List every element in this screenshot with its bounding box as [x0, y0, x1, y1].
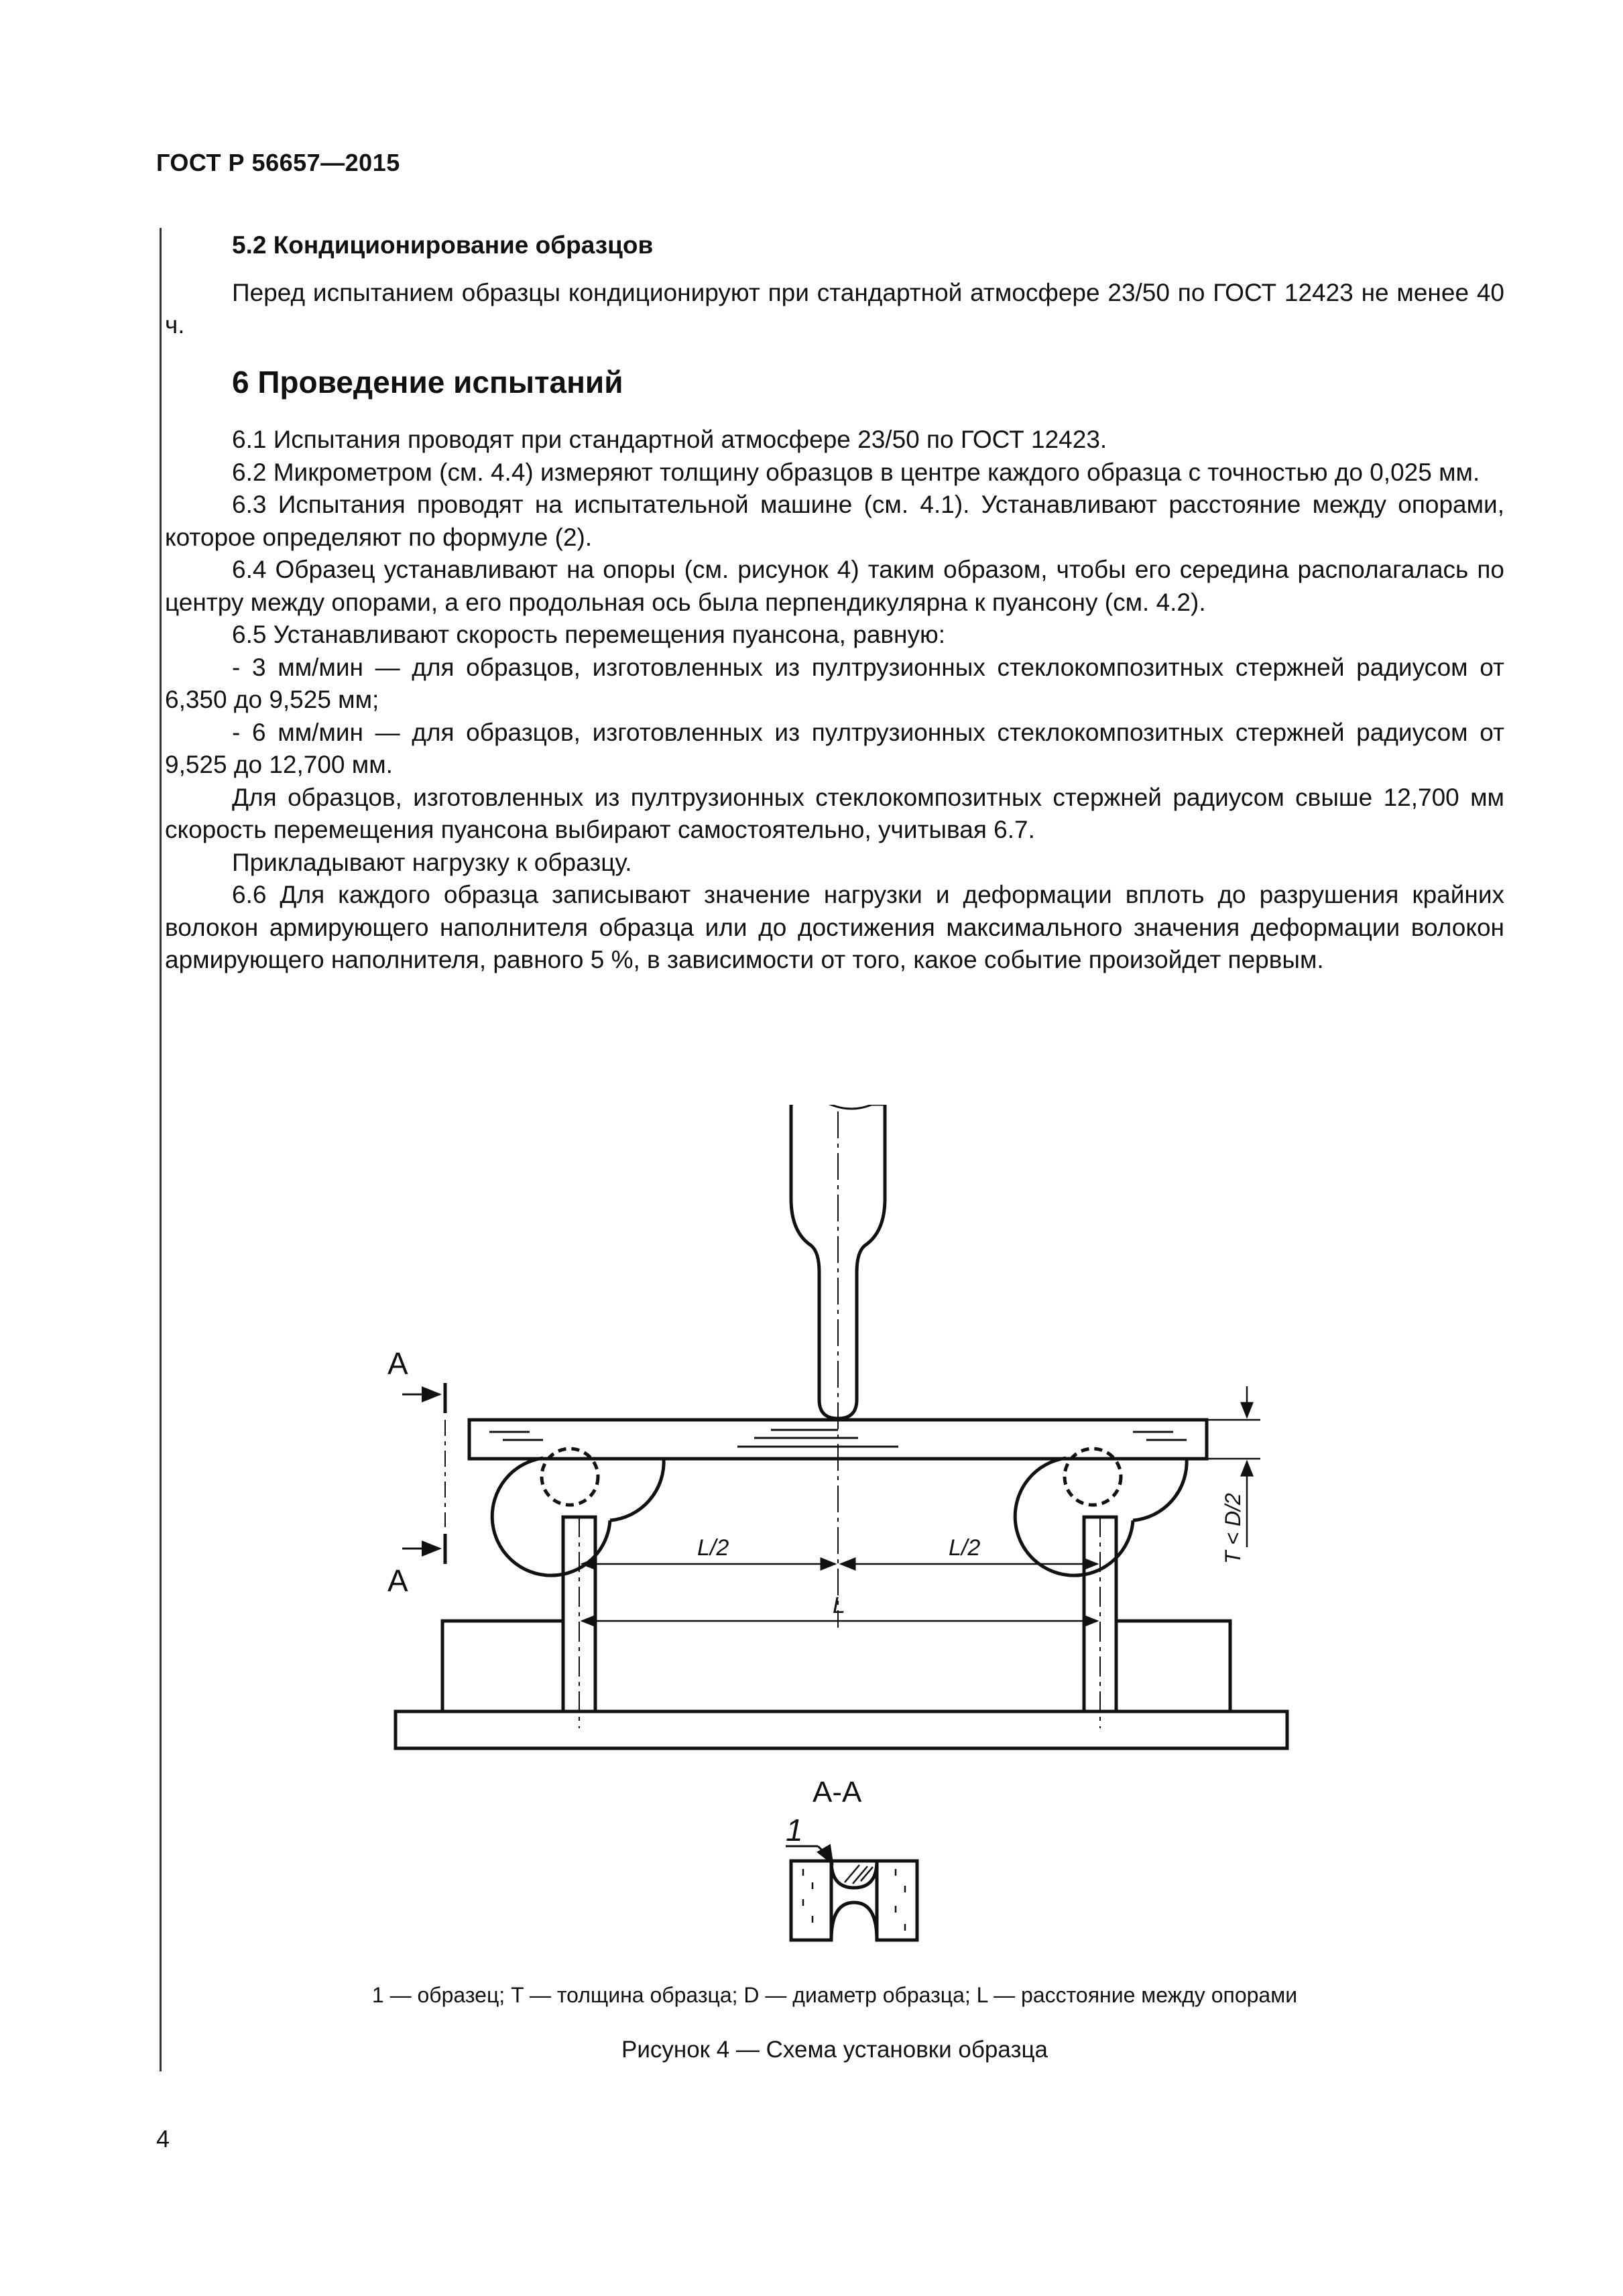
half-span-left-label: L/2 — [697, 1535, 729, 1561]
left-block — [442, 1621, 563, 1711]
paragraph-6-5: 6.5 Устанавливают скорость перемещения пуансона, равную: — [232, 621, 946, 648]
change-bar — [160, 228, 162, 2071]
paragraph-speed-3: - 3 мм/мин — для образцов, изготовленных из пултрузионных стеклокомпозитных стержней радиусом от 6,350 до 9,525 мм; — [165, 653, 1504, 713]
paragraph-6-3: 6.3 Испытания проводят на испытательной машине (см. 4.1). Устанавливают расстояние между опорами, которое определяют по формуле (2). — [165, 491, 1504, 551]
paragraph-speed-other: Для образцов, изготовленных из пултрузионных стеклокомпозитных стержней радиусом свыше 12,700 мм скорость перемещения пуансона выбирают самостоятельно, учитывая 6.7. — [165, 783, 1504, 843]
section-view — [786, 1846, 917, 1940]
right-block — [1116, 1621, 1230, 1711]
paragraph-speed-6: - 6 мм/мин — для образцов, изготовленных из пултрузионных стеклокомпозитных стержней радиусом от 9,525 до 12,700 мм. — [165, 718, 1504, 778]
figure-caption: Рисунок 4 — Схема установки образца — [621, 2037, 1048, 2063]
setup-diagram — [375, 1105, 1301, 1976]
section-mark-top-label: А — [387, 1346, 408, 1381]
left-support — [492, 1449, 664, 1728]
span-label: L — [833, 1593, 845, 1618]
subsection-heading-5-2: 5.2 Кондиционирование образцов — [232, 231, 654, 259]
paragraph-6-6: 6.6 Для каждого образца записывают значение нагрузки и деформации вплоть до разрушения крайних волокон армирующего наполнителя образца или до достижения максимального значения деформации волокон армирующего наполнителя, равного 5 %, в зависимости от того, какое событие произойдет первым. — [165, 881, 1504, 973]
section-heading-6: 6 Проведение испытаний — [232, 364, 623, 400]
document-header: ГОСТ Р 56657—2015 — [156, 149, 400, 176]
paragraph-6-2: 6.2 Микрометром (см. 4.4) измеряют толщину образцов в центре каждого образца с точностью до 0,025 мм. — [232, 458, 1480, 486]
right-support — [1015, 1449, 1187, 1728]
paragraph-6-4: 6.4 Образец устанавливают на опоры (см. рисунок 4) таким образом, чтобы его середина располагалась по центру между опорами, а его продольная ось была перпендикулярна к пуансону (см. 4.2). — [165, 556, 1504, 616]
paragraph-apply-load: Прикладывают нагрузку к образцу. — [232, 848, 632, 876]
page-number: 4 — [156, 2125, 170, 2153]
paragraph-5-2: Перед испытанием образцы кондиционируют при стандартной атмосфере 23/50 по ГОСТ 12423 не менее 40 ч. — [165, 278, 1504, 339]
section-mark-bottom-label: А — [387, 1563, 408, 1598]
section-mark — [402, 1383, 445, 1564]
half-span-right-label: L/2 — [949, 1535, 981, 1561]
paragraph-6-1: 6.1 Испытания проводят при стандартной атмосфере 23/50 по ГОСТ 12423. — [232, 426, 1107, 453]
base-plate — [396, 1711, 1287, 1748]
thickness-label: T < D/2 — [1221, 1493, 1245, 1564]
figure-legend: 1 — образец; T — толщина образца; D — диаметр образца; L — расстояние между опорами — [371, 1983, 1298, 2007]
figure-4 — [375, 1105, 1301, 2070]
section-view-title: А-А — [813, 1776, 862, 1809]
document-body — [165, 221, 1504, 977]
specimen-callout-number: 1 — [786, 1813, 803, 1848]
